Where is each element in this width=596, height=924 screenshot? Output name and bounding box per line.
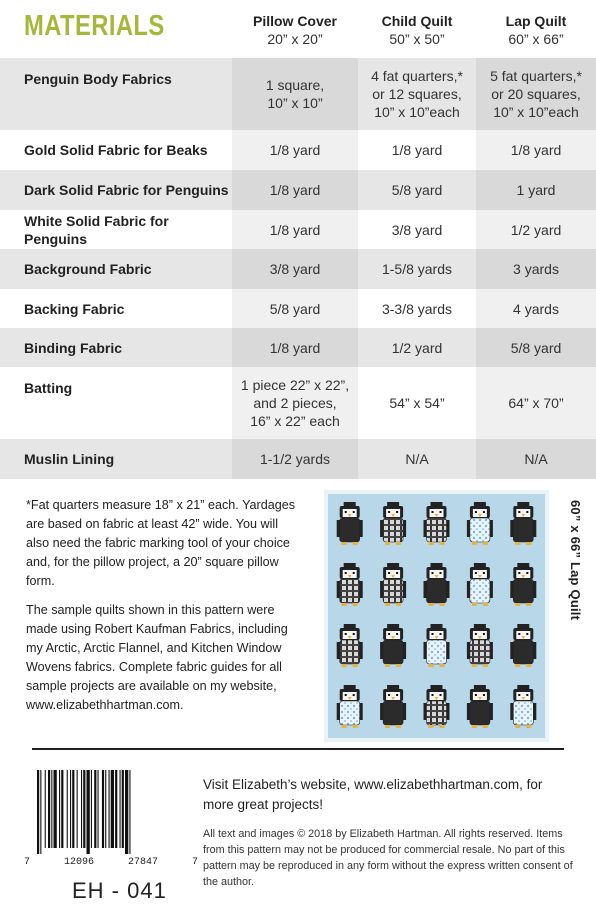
penguin-foot — [385, 603, 390, 606]
barcode-bar — [81, 770, 82, 848]
pillow-value: 1/8 yard — [232, 130, 358, 170]
penguin-head-top — [387, 502, 399, 506]
barcode-bar — [125, 770, 128, 854]
pillow-value: 5/8 yard — [232, 289, 358, 328]
penguin-body — [513, 701, 533, 725]
penguin-eye — [353, 633, 355, 635]
penguin-head-top — [344, 502, 356, 506]
barcode-bar — [111, 770, 114, 848]
penguin-eye — [518, 694, 520, 696]
materials-title: MATERIALS — [24, 10, 165, 42]
barcode-bar — [98, 770, 99, 848]
child-value: N/A — [358, 439, 476, 479]
penguin-body — [340, 701, 360, 725]
pillow-value: 1-1/2 yards — [232, 439, 358, 479]
lap-value: 64” x 70” — [476, 367, 596, 439]
penguin-foot — [429, 664, 434, 667]
penguin-head-top — [517, 685, 529, 689]
penguin-head-top — [474, 624, 486, 628]
penguin — [380, 624, 406, 667]
penguin — [380, 563, 406, 606]
penguin — [337, 685, 363, 728]
penguin — [337, 502, 363, 545]
penguin-eye — [388, 633, 390, 635]
penguin-eye — [475, 633, 477, 635]
column-size: 60” x 66” — [508, 31, 564, 47]
barcode-bar — [87, 770, 90, 854]
penguin-foot — [526, 542, 531, 545]
child-value: 5/8 yard — [358, 170, 476, 210]
penguin-head-top — [517, 624, 529, 628]
penguin-foot — [353, 664, 358, 667]
penguin — [337, 563, 363, 606]
column-name: Lap Quilt — [505, 13, 567, 29]
column-size: 20” x 20” — [267, 31, 323, 47]
penguin-body — [383, 518, 403, 542]
penguin-eye — [440, 694, 442, 696]
column-name: Child Quilt — [381, 13, 453, 29]
penguin — [380, 685, 406, 728]
barcode-bar — [61, 770, 63, 848]
penguin-foot — [483, 664, 488, 667]
penguin-eye — [518, 511, 520, 513]
penguin-body — [470, 579, 490, 603]
pillow-value: 1/8 yard — [232, 210, 358, 249]
penguin — [510, 624, 536, 667]
barcode-bar — [70, 770, 71, 848]
pillow-value: 1 square, 10” x 10” — [232, 58, 358, 130]
penguin-eye — [518, 633, 520, 635]
penguin-foot — [515, 603, 520, 606]
penguin-body — [340, 518, 360, 542]
penguin-foot — [440, 603, 445, 606]
penguin-foot — [353, 725, 358, 728]
penguin-body — [513, 640, 533, 664]
barcode-bar — [129, 770, 130, 854]
penguin — [380, 502, 406, 545]
table-header-row — [0, 0, 596, 58]
table-row — [0, 170, 596, 210]
penguin-foot — [342, 725, 347, 728]
barcode-bar — [102, 770, 104, 848]
penguin-eye — [518, 572, 520, 574]
barcode-bar — [37, 770, 39, 854]
barcode-bar — [45, 770, 46, 848]
row-label: Penguin Body Fabrics — [0, 58, 232, 130]
penguin-foot — [483, 542, 488, 545]
penguin-eye — [432, 572, 434, 574]
column-header-lap — [476, 0, 596, 58]
penguin-foot — [472, 542, 477, 545]
penguin-body — [470, 701, 490, 725]
penguin-eye — [440, 633, 442, 635]
penguin-head-top — [344, 563, 356, 567]
table-row — [0, 328, 596, 367]
table-row — [0, 439, 596, 479]
penguin-eye — [526, 633, 528, 635]
penguin-eye — [345, 694, 347, 696]
barcode-bar — [67, 770, 68, 848]
penguin-foot — [472, 664, 477, 667]
penguin-eye — [526, 511, 528, 513]
barcode-bar — [59, 770, 60, 848]
table-row — [0, 367, 596, 439]
penguin-foot — [515, 542, 520, 545]
lap-quilt-label: 60” x 66” Lap Quilt — [568, 500, 583, 621]
lap-value: 1/2 yard — [476, 210, 596, 249]
penguin-foot — [385, 542, 390, 545]
penguin — [467, 624, 493, 667]
penguin-eye — [396, 572, 398, 574]
penguin-head-top — [431, 563, 443, 567]
penguin-body — [340, 640, 360, 664]
penguin — [424, 502, 450, 545]
child-value: 3/8 yard — [358, 210, 476, 249]
penguin-foot — [342, 664, 347, 667]
penguin-foot — [440, 725, 445, 728]
penguin-head-top — [431, 685, 443, 689]
penguin-foot — [429, 725, 434, 728]
penguin-head-top — [517, 502, 529, 506]
penguin — [510, 563, 536, 606]
child-value: 4 fat quarters,* or 12 squares, 10” x 10”each — [358, 58, 476, 130]
penguin-eye — [388, 694, 390, 696]
sample-quilt-note: The sample quilts shown in this pattern were made using Robert Kaufman Fabrics, including my Arctic, Arctic Flannel, and Kitchen Window Wovens fabrics. Complete fabric guides for all sample projects are available on my website, www.elizabethhartman.com. — [26, 603, 288, 712]
table-row — [0, 130, 596, 170]
penguin-eye — [396, 633, 398, 635]
penguin-head-top — [431, 502, 443, 506]
penguin-eye — [483, 572, 485, 574]
penguin — [510, 502, 536, 545]
lap-value: 5 fat quarters,* or 20 squares, 10” x 10”each — [476, 58, 596, 130]
penguin-eye — [353, 694, 355, 696]
barcode-bar — [51, 770, 52, 848]
pillow-value: 3/8 yard — [232, 249, 358, 289]
penguin-foot — [429, 542, 434, 545]
penguin-body — [513, 579, 533, 603]
penguin-body — [513, 518, 533, 542]
penguin-foot — [396, 725, 401, 728]
penguin-head-top — [387, 685, 399, 689]
pillow-value: 1/8 yard — [232, 328, 358, 367]
penguin-head-top — [431, 624, 443, 628]
quilt-background — [328, 494, 545, 738]
penguin-body — [427, 579, 447, 603]
barcode-bar — [54, 770, 57, 848]
lap-value: N/A — [476, 439, 596, 479]
barcode-bar — [91, 770, 92, 848]
table-row — [0, 289, 596, 328]
barcode-bar — [109, 770, 110, 848]
penguin — [467, 563, 493, 606]
row-label: Dark Solid Fabric for Penguins — [0, 170, 232, 210]
penguin — [510, 685, 536, 728]
column-header-child — [358, 0, 476, 58]
penguin-foot — [342, 603, 347, 606]
barcode-digit-group: 27847 — [127, 857, 158, 868]
column-name: Pillow Cover — [252, 13, 338, 29]
row-label: White Solid Fabric for Penguins — [0, 210, 232, 249]
penguin-foot — [396, 664, 401, 667]
website-invite: Visit Elizabeth’s website, www.elizabethhartman.com, for more great projects! — [203, 777, 543, 812]
penguin — [467, 502, 493, 545]
penguin-foot — [483, 725, 488, 728]
penguin-foot — [385, 725, 390, 728]
child-value: 54” x 54” — [358, 367, 476, 439]
penguin-foot — [342, 542, 347, 545]
penguin — [424, 624, 450, 667]
penguin — [337, 624, 363, 667]
penguin-foot — [483, 603, 488, 606]
penguin-eye — [440, 511, 442, 513]
penguin-body — [470, 640, 490, 664]
lap-value: 4 yards — [476, 289, 596, 328]
barcode-bar — [122, 770, 124, 848]
penguin-eye — [483, 511, 485, 513]
penguin-eye — [475, 572, 477, 574]
barcode-digit-group: 7 — [24, 857, 31, 868]
barcode-bar — [77, 770, 78, 848]
penguin-head-top — [474, 563, 486, 567]
penguin-eye — [432, 511, 434, 513]
penguin-eye — [353, 572, 355, 574]
row-label: Gold Solid Fabric for Beaks — [0, 130, 232, 170]
column-header-pillow — [232, 0, 358, 58]
barcode-bar — [40, 770, 41, 854]
penguin-head-top — [344, 624, 356, 628]
table-row — [0, 249, 596, 289]
child-value: 1/8 yard — [358, 130, 476, 170]
penguin-foot — [515, 725, 520, 728]
penguin-foot — [396, 542, 401, 545]
penguin-body — [427, 640, 447, 664]
barcode-icon — [37, 770, 187, 854]
barcode-digit-group: 7 — [191, 857, 198, 868]
penguin-eye — [475, 694, 477, 696]
pillow-value: 1/8 yard — [232, 170, 358, 210]
penguin-eye — [345, 511, 347, 513]
penguin-body — [427, 701, 447, 725]
barcode-bar — [94, 770, 96, 848]
row-label: Binding Fabric — [0, 328, 232, 367]
penguin-quilt-illustration — [328, 494, 545, 738]
penguin-eye — [475, 511, 477, 513]
row-label: Backing Fabric — [0, 289, 232, 328]
penguin-head-top — [474, 502, 486, 506]
penguin-head-top — [474, 685, 486, 689]
barcode-bar — [83, 770, 85, 848]
penguin-foot — [515, 664, 520, 667]
lap-quilt-photo — [324, 490, 549, 742]
penguin-foot — [385, 664, 390, 667]
row-label: Muslin Lining — [0, 439, 232, 479]
penguin-foot — [429, 603, 434, 606]
pillow-value: 1 piece 22” x 22”, and 2 pieces, 16” x 22” each — [232, 367, 358, 439]
barcode-bar — [48, 770, 50, 848]
penguin-eye — [440, 572, 442, 574]
penguin-eye — [526, 694, 528, 696]
table-row — [0, 58, 596, 130]
barcode-bar — [72, 770, 74, 848]
penguin — [424, 685, 450, 728]
penguin-foot — [440, 664, 445, 667]
copyright-notice: All text and images © 2018 by Elizabeth Hartman. All rights reserved. Items from this pattern may not be produced for commercial resale. No part of this pattern may be reproduced in any form without the express written consent of the author. — [203, 828, 573, 888]
child-value: 1/2 yard — [358, 328, 476, 367]
barcode-digit-group: 12096 — [63, 857, 94, 868]
table-row — [0, 210, 596, 249]
penguin-head-top — [387, 563, 399, 567]
lap-value: 5/8 yard — [476, 328, 596, 367]
penguin-head-top — [517, 563, 529, 567]
column-size: 50” x 50” — [389, 31, 445, 47]
penguin-eye — [483, 633, 485, 635]
penguin — [424, 563, 450, 606]
child-value: 1-5/8 yards — [358, 249, 476, 289]
penguin-body — [340, 579, 360, 603]
penguin-body — [383, 640, 403, 664]
lap-value: 3 yards — [476, 249, 596, 289]
barcode-bar — [105, 770, 106, 848]
penguin-eye — [345, 633, 347, 635]
row-label: Batting — [0, 367, 232, 439]
penguin-foot — [526, 603, 531, 606]
penguin-eye — [432, 633, 434, 635]
fat-quarter-note: *Fat quarters measure 18” x 21” each. Yardages are based on fabric at least 42” wide. You will also need the fabric marking tool of your choice and, for the pillow project, a 20” square pillow form. — [26, 498, 296, 588]
penguin-foot — [472, 603, 477, 606]
pattern-code: EH - 041 — [72, 878, 167, 903]
penguin-body — [427, 518, 447, 542]
penguin-eye — [353, 511, 355, 513]
penguin-eye — [396, 694, 398, 696]
row-label: Background Fabric — [0, 249, 232, 289]
penguin-body — [383, 579, 403, 603]
penguin-foot — [353, 542, 358, 545]
penguin-eye — [388, 572, 390, 574]
lap-value: 1/8 yard — [476, 130, 596, 170]
penguin-eye — [526, 572, 528, 574]
divider — [32, 748, 564, 750]
lap-value: 1 yard — [476, 170, 596, 210]
penguin — [467, 685, 493, 728]
penguin-foot — [472, 725, 477, 728]
penguin-eye — [345, 572, 347, 574]
penguin-eye — [483, 694, 485, 696]
penguin-eye — [388, 511, 390, 513]
penguin-foot — [526, 664, 531, 667]
penguin-foot — [526, 725, 531, 728]
penguin-foot — [353, 603, 358, 606]
penguin-foot — [440, 542, 445, 545]
materials-title-cell — [0, 0, 232, 58]
barcode-bar — [115, 770, 117, 848]
child-value: 3-3/8 yards — [358, 289, 476, 328]
penguin-body — [470, 518, 490, 542]
penguin-foot — [396, 603, 401, 606]
penguin-head-top — [387, 624, 399, 628]
penguin-eye — [432, 694, 434, 696]
penguin-eye — [396, 511, 398, 513]
barcode-digits — [24, 857, 198, 868]
barcode-bar — [120, 770, 121, 848]
materials-notes — [26, 496, 304, 725]
penguin-body — [383, 701, 403, 725]
penguin-head-top — [344, 685, 356, 689]
